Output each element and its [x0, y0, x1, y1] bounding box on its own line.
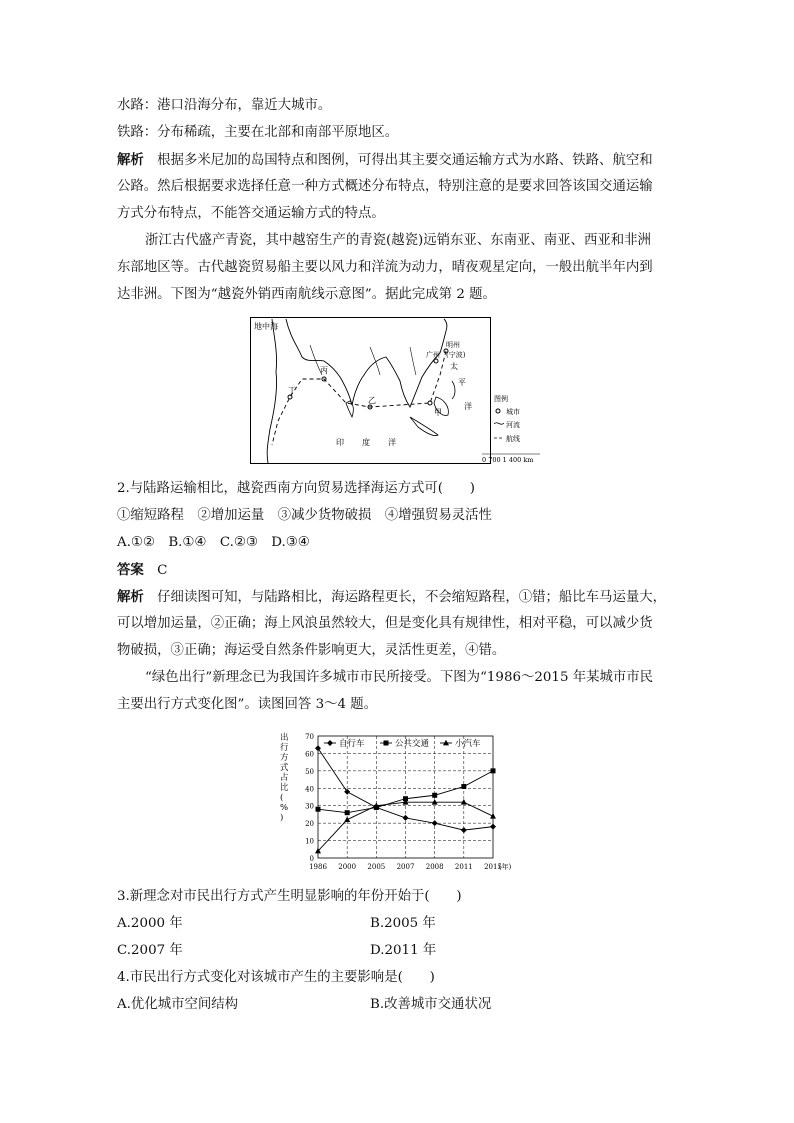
label-ding: 丁 — [288, 386, 296, 395]
y-tick-label: 70 — [305, 733, 314, 741]
passage1-line: 浙江古代盛产青瓷，其中越窑生产的青瓷(越瓷)远销东亚、东南亚、南亚、西亚和非洲 — [145, 233, 651, 248]
x-tick-label: 2000 — [338, 863, 357, 871]
x-axis-label: (年) — [498, 863, 512, 871]
answer-label: 答案 — [117, 562, 144, 578]
data-point-square — [491, 768, 496, 773]
label-tai: 太 — [450, 362, 458, 371]
y-tick-label: 40 — [305, 785, 314, 794]
label-indian-2: 度 — [362, 438, 370, 447]
water-line: 水路：港口沿海分布，靠近大城市。 — [117, 98, 332, 113]
data-point-square — [432, 793, 437, 798]
q4-option-a: A.优化城市空间结构 — [117, 997, 239, 1012]
data-point-square — [316, 807, 321, 812]
analysis-label: 解析 — [117, 589, 144, 605]
label-mingzhou: 明州 — [446, 341, 460, 349]
data-point-diamond — [461, 827, 467, 833]
analysis-label: 解析 — [117, 152, 144, 168]
legend-label: 自行车 — [339, 739, 365, 749]
x-tick-label: 2007 — [396, 863, 415, 871]
label-ping: 平 — [458, 378, 466, 387]
q3-stem: 3.新理念对市民出行方式产生明显影响的年份开始于( ) — [117, 889, 462, 904]
legend-river: 河流 — [506, 421, 520, 429]
analysis-text: 仔细读图可知，与陆路相比，海运路程更长，不会缩短路程，①错；船比车马运量大， — [157, 590, 667, 605]
data-point-diamond — [432, 820, 438, 826]
y-tick-label: 50 — [305, 767, 314, 776]
data-point-diamond — [315, 745, 321, 751]
q4-option-b: B.改善城市交通状况 — [370, 997, 492, 1012]
rail-line: 铁路：分布稀疏，主要在北部和南部平原地区。 — [117, 125, 399, 140]
passage1-line: 东部地区等。古代越瓷贸易船主要以风力和洋流为动力，晴夜观星定向，一般出航半年内到 — [117, 260, 653, 275]
data-point-square — [345, 810, 350, 815]
y-tick-label: 20 — [305, 820, 314, 829]
legend-city-icon — [496, 409, 500, 413]
analysis-line: 公路。然后根据要求选择任意一种方式概述分布特点，特别注意的是要求回答该国交通运输 — [117, 179, 653, 194]
q3-option-b: B.2005 年 — [370, 916, 436, 931]
x-tick-label: 2011 — [454, 863, 473, 871]
q3-option-d: D.2011 年 — [370, 943, 437, 958]
route-map — [250, 317, 546, 465]
label-jia: 甲 — [434, 408, 442, 417]
intro-analysis — [117, 152, 653, 169]
y-tick-label: 0 — [309, 855, 314, 863]
y-tick-label: 60 — [305, 750, 314, 759]
q2-analysis — [117, 589, 666, 606]
legend-label: 小汽车 — [455, 739, 481, 749]
q2-stem: 2.与陆路运输相比，越瓷西南方向贸易选择海运方式可( ) — [117, 481, 475, 496]
legend-city: 城市 — [506, 408, 520, 416]
label-pacific-yang: 洋 — [464, 402, 472, 411]
y-tick-label: 30 — [305, 802, 314, 811]
data-point-triangle — [490, 813, 496, 819]
x-tick-label: 2008 — [425, 863, 444, 871]
q2-answer — [117, 562, 167, 579]
q3-option-a: A.2000 年 — [117, 916, 183, 931]
x-tick-label: 2005 — [367, 863, 386, 871]
legend-route: 航线 — [506, 435, 520, 443]
q2-options: ①缩短路程 ②增加运量 ③减少货物破损 ④增强贸易灵活性 — [117, 508, 492, 523]
analysis-line: 可以增加运量，②正确；海上风浪虽然较大，但是变化具有规律性，相对平稳，可以减少货 — [117, 616, 653, 631]
answer-value: C — [157, 563, 168, 578]
data-point-diamond — [403, 815, 409, 821]
q4-stem: 4.市民出行方式变化对该城市产生的主要影响是( ) — [117, 970, 435, 985]
label-guangzhou: 广州 — [426, 351, 440, 359]
analysis-text: 根据多米尼加的岛国特点和图例，可得出其主要交通运输方式为水路、铁路、航空和 — [157, 153, 653, 168]
analysis-line: 物破损，③正确；海运受自然条件影响更大，灵活性更差，④错。 — [117, 643, 506, 658]
label-bing: 丙 — [320, 366, 328, 375]
analysis-line: 方式分布特点，不能答交通运输方式的特点。 — [117, 206, 385, 221]
passage2-line: “绿色出行”新理念已为我国许多城市市民所接受。下图为“1986～2015 年某城市市民 — [145, 670, 654, 685]
map-frame — [251, 318, 491, 464]
legend-label: 公共交通 — [395, 739, 430, 749]
label-ningbo: (宁波) — [446, 351, 466, 359]
data-point-triangle — [344, 816, 350, 822]
legend-title: 图例 — [494, 395, 508, 403]
data-point-diamond — [344, 789, 350, 795]
y-axis-label: 出行方式占比( % ) — [280, 733, 289, 823]
q2-choices: A.①② B.①④ C.②③ D.③④ — [117, 535, 310, 550]
x-tick-label: 1986 — [309, 863, 327, 871]
y-tick-label: 10 — [305, 837, 314, 846]
travel-mode-chart — [268, 728, 528, 876]
x-tick-label: 2015 — [484, 863, 502, 871]
label-mediterranean: 地中海 — [254, 322, 278, 331]
data-point-square — [461, 784, 466, 789]
label-indian-3: 洋 — [388, 438, 396, 447]
data-point-diamond — [490, 824, 496, 830]
legend-marker-square — [384, 741, 389, 746]
q3-option-c: C.2007 年 — [117, 943, 183, 958]
passage2-line: 主要出行方式变化图”。读图回答 3～4 题。 — [117, 697, 378, 712]
legend-marker-diamond — [327, 740, 333, 746]
passage1-line: 达非洲。下图为“越瓷外销西南航线示意图”。据此完成第 2 题。 — [117, 287, 496, 302]
label-indian-1: 印 — [336, 438, 344, 447]
legend-scale: 0 700 1 400 km — [482, 456, 534, 464]
legend-river-icon — [494, 423, 504, 425]
label-yi: 乙 — [368, 396, 376, 405]
